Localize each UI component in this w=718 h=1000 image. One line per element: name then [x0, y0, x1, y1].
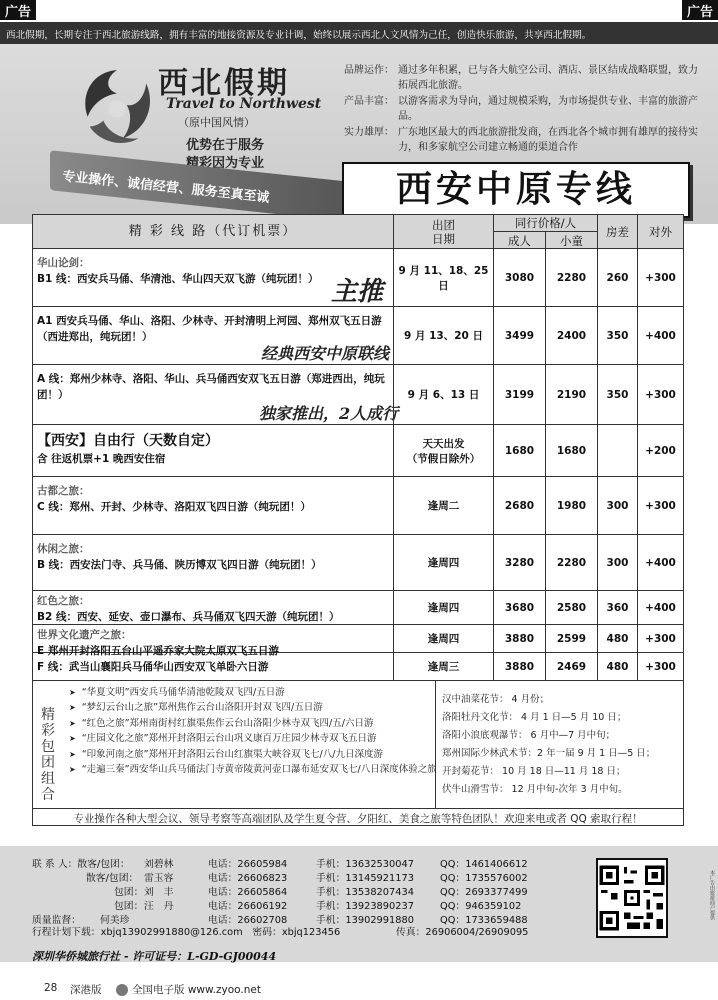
- page-footer: [0, 982, 718, 1000]
- contact-role: 联 系 人：散客/包团：: [32, 859, 130, 870]
- combo-item: ➤ “印象河南之旅”郑州开封洛阳云台山红旗渠大峡谷双飞七/八/九日深度游: [69, 747, 439, 762]
- festival-item: 伏牛山滑雪节： 12 月中旬-次年 3 月中旬。: [442, 784, 628, 795]
- cell-room: 350: [597, 365, 637, 424]
- contact-mobile: 手机：13538207434: [316, 887, 414, 898]
- contact-row: [0, 856, 600, 870]
- route-line: 【西安】自由行（天数自定）: [37, 433, 219, 449]
- logo-english: Travel to Northwest: [166, 96, 322, 112]
- cell-ext: +200: [637, 425, 683, 476]
- cell-adult: 3880: [493, 653, 545, 680]
- route-category: 红色之旅：: [37, 595, 90, 607]
- table-row: [33, 625, 683, 657]
- cell-child: 2280: [545, 535, 597, 590]
- cell-adult: 1680: [493, 425, 545, 476]
- cell-date: 9 月 6、13 日: [393, 365, 493, 424]
- download-row: [0, 924, 600, 938]
- route-text: [37, 535, 389, 573]
- cell-child: 1680: [545, 425, 597, 476]
- cell-date: 逢周二: [393, 477, 493, 534]
- feature-item: 产品丰富： 以游客需求为导向，通过规模采购，为市场提供专业、丰富的旅游产品。: [344, 96, 698, 122]
- route-text: [37, 365, 389, 403]
- contact-tel: 电话：26602708: [208, 915, 288, 926]
- route-table: [32, 214, 684, 826]
- features: [344, 64, 700, 157]
- contact-tel: 电话：26606823: [208, 873, 288, 884]
- cell-child: 2400: [545, 307, 597, 364]
- cell-adult: 2680: [493, 477, 545, 534]
- ribbon-text: 专业操作、诚信经营、服务至真至诚: [61, 169, 271, 206]
- table-row: [33, 653, 683, 681]
- slogan-line-2: 精彩因为专业: [186, 156, 265, 171]
- cell-date: 逢周四: [393, 591, 493, 624]
- contact-row: [0, 898, 600, 912]
- combo-item: ➤ “红色之旅”郑州南街村红旗渠焦作云台山洛阳少林寺双飞四/五/六日游: [69, 716, 439, 731]
- header-price: 同行价格/人: [493, 215, 597, 232]
- contact-tel: 电话：26605984: [208, 859, 288, 870]
- festival-item: 洛阳牡丹文化节： 4 月 1 日—5 月 10 日；: [442, 712, 627, 723]
- page-title: 西安中原专线: [395, 169, 636, 210]
- promo-stamp: 经典西安中原联线: [261, 344, 390, 363]
- route-line: A1 西安兵马俑、华山、洛阳、少林寺、开封清明上河园、郑州双飞五日游（西进郑出，纯玩团！）: [37, 315, 382, 343]
- cell-date: 9 月 13、20 日: [393, 307, 493, 364]
- contact-tel: 电话：26606192: [208, 901, 288, 912]
- contact-role: 质量监督：: [32, 915, 81, 926]
- feature-item: 品牌运作： 通过多年积累，已与各大航空公司、酒店、景区结成战略联盟，致力拓展西北旅游。: [344, 65, 698, 91]
- cell-adult: 3280: [493, 535, 545, 590]
- contact-row: [0, 870, 600, 884]
- route-category: 世界文化遗产之旅：: [37, 629, 132, 641]
- side-note: 本广告由旅游商户提供: [709, 870, 715, 920]
- contact-qq: QQ：946359102: [440, 901, 522, 912]
- cell-ext: +300: [637, 653, 683, 680]
- route-text: [37, 307, 389, 345]
- contact-mobile: 手机：13145921173: [316, 873, 414, 884]
- cell-room: [597, 425, 637, 476]
- logo-swirl-icon: [78, 66, 156, 148]
- route-line: E 郑州开封洛阳五台山平遥乔家大院太原双飞五日游: [37, 645, 279, 657]
- table-row: [33, 365, 683, 425]
- contact-role: 包团：: [114, 901, 144, 912]
- cell-adult: 3499: [493, 307, 545, 364]
- combo-item: ➤ “走遍三秦”西安华山兵马俑法门寺黄帝陵黄河壶口瀑布延安双飞七/八日深度体验之旅: [69, 762, 439, 777]
- title-box: [342, 162, 690, 218]
- contact-name: 汪 丹: [144, 901, 174, 912]
- intro-banner: 西北假期，长期专注于西北旅游线路，拥有丰富的地接资源及专业计调，始终以展示西北人文风情为己任，创造快乐旅游，共享西北假期。: [0, 22, 718, 44]
- contact-role: 包团：: [114, 887, 144, 898]
- route-text: [37, 653, 389, 675]
- route-category: 古都之旅：: [37, 485, 90, 497]
- contact-section: [0, 846, 718, 962]
- route-category: 华山论剑：: [37, 257, 90, 269]
- cell-room: 350: [597, 307, 637, 364]
- contact-name: 何美珍: [100, 915, 130, 926]
- cell-room: 260: [597, 249, 637, 306]
- cell-ext: +400: [637, 535, 683, 590]
- contact-mobile: 手机：13923890237: [316, 901, 414, 912]
- cell-room: 300: [597, 535, 637, 590]
- table-header: [33, 215, 683, 249]
- festival-item: 开封菊花节： 10 月 18 日—11 月 18 日；: [442, 766, 626, 777]
- cell-room: 480: [597, 653, 637, 680]
- slogan-line-1: 优势在于服务: [186, 138, 265, 153]
- table-row: [33, 249, 683, 307]
- combo-item: ➤ “梦幻云台山之旅”郑州焦作云台山洛阳开封双飞四/五日游: [69, 700, 439, 715]
- contact-qq: QQ：1735576002: [440, 873, 528, 884]
- table-row: [33, 477, 683, 535]
- festival-item: 郑州国际少林武术节：2 年一届 9 月 1 日—5 日；: [442, 748, 656, 759]
- cell-ext: +400: [637, 591, 683, 624]
- contact-tel: 电话：26605864: [208, 887, 288, 898]
- route-line: F 线：武当山襄阳兵马俑华山西安双飞单卧六日游: [37, 661, 269, 673]
- contact-name: 雷玉容: [144, 873, 174, 884]
- download-info: 行程计划下载：xbjq13902991880@126.com 密码：xbjq123456: [32, 927, 341, 938]
- contact-role: 散客/包团：: [86, 873, 139, 884]
- promo-stamp: 独家推出，2人成行: [259, 404, 399, 423]
- header-adult: 成人: [493, 232, 545, 249]
- table-row: [33, 307, 683, 365]
- cell-room: 300: [597, 477, 637, 534]
- contact-row: [0, 884, 600, 898]
- route-line-2: 含 往返机票+1 晚西安住宿: [37, 453, 166, 465]
- contact-name: 刘 丰: [144, 887, 174, 898]
- cell-ext: +300: [637, 249, 683, 306]
- route-line: A 线：郑州少林寺、洛阳、华山、兵马俑西安双飞五日游（郑进西出，纯玩团！）: [37, 373, 385, 401]
- combo-label: 精彩包团组合: [41, 707, 55, 803]
- ad-tag-right: 广告: [682, 0, 718, 20]
- footer-note: 专业操作各种大型会议、领导考察等高端团队及学生夏令营、夕阳红、美食之旅等特色团队！欢迎来电或者 QQ 索取行程！: [73, 813, 643, 825]
- logo-original-name: （原中国风情）: [178, 116, 255, 129]
- fax: 传真：26906004/26909095: [396, 927, 529, 938]
- page-number: 28: [44, 982, 58, 994]
- contact-name: 刘碧林: [144, 859, 174, 870]
- table-row: [33, 425, 683, 477]
- contact-qq: QQ：2693377499: [440, 887, 528, 898]
- cell-ext: +300: [637, 477, 683, 534]
- cell-ext: +400: [637, 307, 683, 364]
- route-line: B1 线：西安兵马俑、华清池、华山四天双飞游（纯玩团！）: [37, 273, 319, 285]
- route-text: [37, 425, 389, 467]
- festival-list: [435, 681, 683, 808]
- edition: 深港版: [70, 984, 102, 996]
- cell-child: 2190: [545, 365, 597, 424]
- route-line: B 线：西安法门寺、兵马俑、陕历博双飞四日游（纯玩团！）: [37, 559, 322, 571]
- route-text: [37, 591, 389, 625]
- route-category: 休闲之旅：: [37, 543, 90, 555]
- cell-adult: 3880: [493, 625, 545, 652]
- combo-section: [33, 681, 683, 809]
- cell-room: 480: [597, 625, 637, 652]
- cell-date: 逢周四: [393, 625, 493, 652]
- route-line: B2 线：西安、延安、壶口瀑布、兵马俑双飞四天游（纯玩团！）: [37, 611, 340, 623]
- contact-qq: QQ：1733659488: [440, 915, 528, 926]
- cell-adult: 3199: [493, 365, 545, 424]
- cell-date: 天天出发 （节假日除外）: [393, 425, 493, 476]
- license: 深圳华侨城旅行社 - 许可证号：L-GD-GJ00044: [32, 950, 277, 963]
- ad-tag-left: 广告: [0, 0, 36, 20]
- combo-list: [69, 685, 439, 777]
- cell-child: 1980: [545, 477, 597, 534]
- promo-stamp: 主推: [331, 277, 384, 307]
- header: [0, 44, 718, 224]
- cell-date: 9 月 11、18、25 日: [393, 249, 493, 306]
- cell-child: 2599: [545, 625, 597, 652]
- route-line: C 线：郑州、开封、少林寺、洛阳双飞四日游（纯玩团！）: [37, 501, 311, 513]
- header-route: 精 彩 线 路（代订机票）: [128, 224, 298, 239]
- table-row: [33, 535, 683, 591]
- route-text: [37, 477, 389, 515]
- header-ext: 对外: [637, 215, 683, 249]
- cell-date: 逢周四: [393, 535, 493, 590]
- cell-ext: +300: [637, 365, 683, 424]
- table-row: [33, 591, 683, 625]
- cell-child: 2580: [545, 591, 597, 624]
- cell-ext: +300: [637, 625, 683, 652]
- combo-item: ➤ “庄园文化之旅”郑州开封洛阳云台山巩义康百万庄园少林寺双飞五日游: [69, 731, 439, 746]
- cell-room: 360: [597, 591, 637, 624]
- feature-item: 实力雄厚： 广东地区最大的西北旅游批发商，在西北各个城市拥有雄厚的接待实力，和多家航空公司建立畅通的渠道合作: [344, 127, 698, 153]
- contact-qq: QQ：1461406612: [440, 859, 528, 870]
- festival-item: 洛阳小浪底观瀑节： 6 月中—7 月中旬；: [442, 730, 616, 741]
- logo-text: 西北假期: [158, 66, 290, 101]
- cell-adult: 3080: [493, 249, 545, 306]
- website: 全国电子版 www.zyoo.net: [132, 984, 261, 996]
- header-room: 房差: [597, 215, 637, 249]
- cell-child: 2469: [545, 653, 597, 680]
- cell-adult: 3680: [493, 591, 545, 624]
- contact-mobile: 手机：13902991880: [316, 915, 414, 926]
- qr-code-icon: [596, 858, 668, 938]
- cell-date: 逢周三: [393, 653, 493, 680]
- festival-item: 汉中油菜花节： 4 月份；: [442, 694, 550, 705]
- header-date: 出团 日期: [393, 215, 493, 249]
- cell-child: 2280: [545, 249, 597, 306]
- contact-mobile: 手机：13632530047: [316, 859, 414, 870]
- header-child: 小童: [545, 232, 597, 249]
- combo-item: ➤ “华夏文明”西安兵马俑华清池乾陵双飞四/五日游: [69, 685, 439, 700]
- logo-dot-icon: [116, 984, 128, 996]
